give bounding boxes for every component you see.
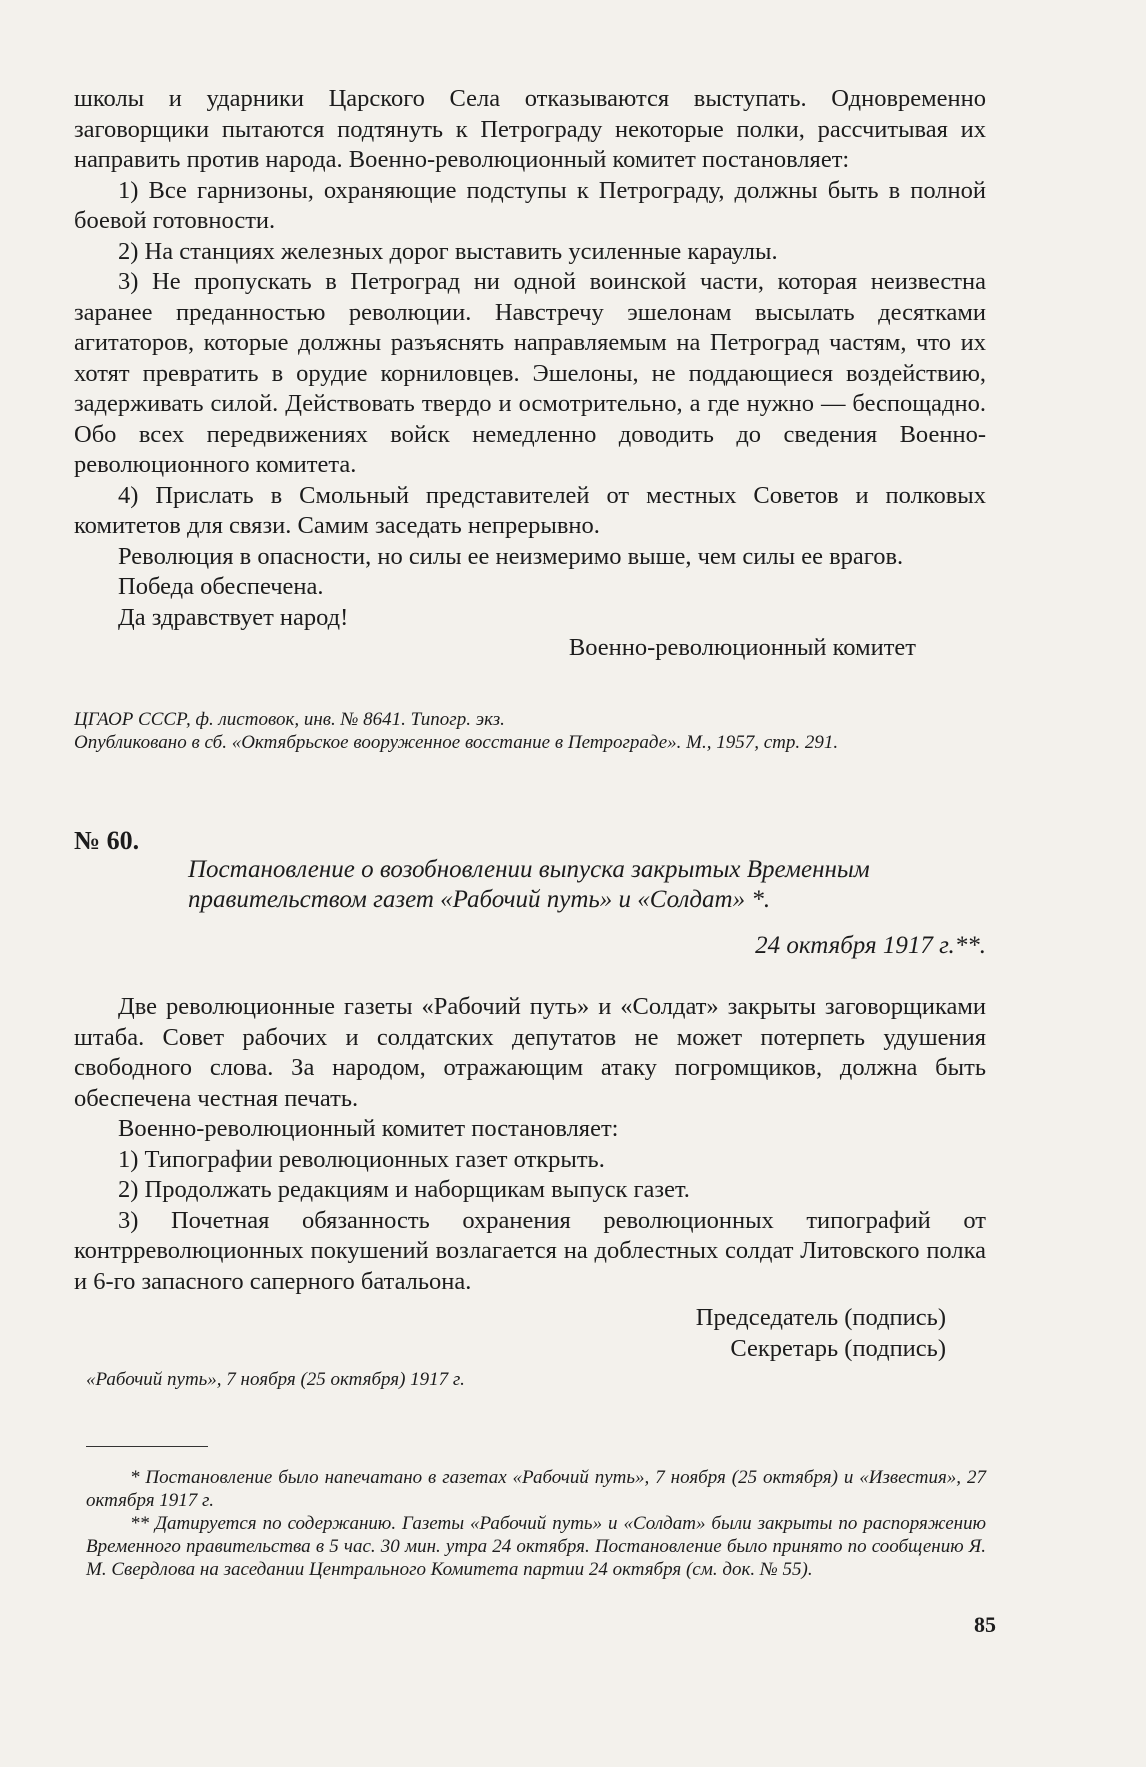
secretary-signature: Секретарь (подпись) — [730, 1334, 946, 1362]
paragraph: Победа обеспечена. — [118, 573, 324, 600]
footnote: * Постановление было напечатано в газетах «Рабочий путь», 7 ноября (25 октября) и «Известия», 27 октября 1917 г. — [86, 1467, 986, 1511]
doc60-text — [74, 992, 986, 1364]
signature-vrk: Военно-революционный комитет — [568, 634, 916, 661]
source-line: Опубликовано в сб. «Октябрьское вооруженное восстание в Петрограде». М., 1957, стр. 291. — [74, 732, 839, 753]
page-number: 85 — [974, 1612, 996, 1637]
paragraph: 2) Продолжать редакциям и наборщикам выпуск газет. — [118, 1176, 690, 1203]
source-line: «Рабочий путь», 7 ноября (25 октября) 1917 г. — [86, 1369, 465, 1390]
paragraph: Да здравствует народ! — [118, 603, 349, 631]
source-line: ЦГАОР СССР, ф. листовок, инв. № 8641. Типогр. экз. — [74, 709, 505, 730]
source-note — [74, 708, 986, 754]
doc60-source — [86, 1368, 998, 1391]
document-title: Постановление о возобновлении выпуска закрытых Временным правительством газет «Рабочий путь» и «Солдат» *. — [188, 856, 870, 913]
footnote: ** Датируется по содержанию. Газеты «Рабочий путь» и «Солдат» были закрыты по распоряжению Временного правительства в 5 час. 30 мин. утра 24 октября. Постановление было принято по сообщению Я. М. Свердлова на заседании Центрального Комитета партии 24 октября (см. док. № 55). — [86, 1513, 986, 1580]
signatures — [74, 1303, 986, 1364]
paragraph: 4) Прислать в Смольный представителей от местных Советов и полковых комитетов для связи. Самим заседать непрерывно. — [74, 481, 986, 539]
paragraph: 1) Типографии революционных газет открыть. — [118, 1145, 605, 1173]
paragraph: Две революционные газеты «Рабочий путь» и «Солдат» закрыты заговорщиками штаба. Совет рабочих и солдатских депутатов не может потерпеть удушения свободного слова. За народом, отражающим атаку погромщиков, должна быть обеспечена честная печать. — [74, 993, 986, 1112]
top-text — [74, 84, 986, 664]
paragraph: Военно-революционный комитет постановляет: — [118, 1115, 619, 1142]
footnote-divider — [86, 1446, 208, 1447]
paragraph: 1) Все гарнизоны, охраняющие подступы к Петрограду, должны быть в полной боевой готовности. — [74, 176, 986, 234]
chairman-signature: Председатель (подпись) — [695, 1304, 946, 1331]
paragraph: школы и ударники Царского Села отказываются выступать. Одновременно заговорщики пытаются подтянуть к Петрограду некоторые полки, рассчитывая их направить против народа. Военно-революционный комитет постановляет: — [74, 85, 986, 173]
paragraph: Революция в опасности, но силы ее неизмеримо выше, чем силы ее врагов. — [118, 542, 904, 570]
paragraph: 3) Почетная обязанность охранения революционных типографий от контрреволюционных покушений возлагается на доблестных солдат Литовского полка и 6-го запасного саперного батальона. — [74, 1206, 986, 1295]
footnotes — [86, 1466, 986, 1581]
document-number: № 60. — [74, 826, 140, 855]
paragraph: 2) На станциях железных дорог выставить усиленные караулы. — [118, 237, 778, 265]
paragraph: 3) Не пропускать в Петроград ни одной воинской части, которая неизвестна заранее преданностью революции. Навстречу эшелонам высылать десятками агитаторов, которые должны разъяснять направляемым на Петроград частям, что их хотят превратить в орудие корниловцев. Эшелоны, не поддающиеся воздействию, задерживать силой. Действовать твердо и осмотрительно, а где нужно — беспощадно. Обо всех передвижениях войск немедленно доводить до сведения Военно-революционного комитета. — [74, 268, 986, 478]
document-date: 24 октября 1917 г.**. — [755, 932, 986, 959]
